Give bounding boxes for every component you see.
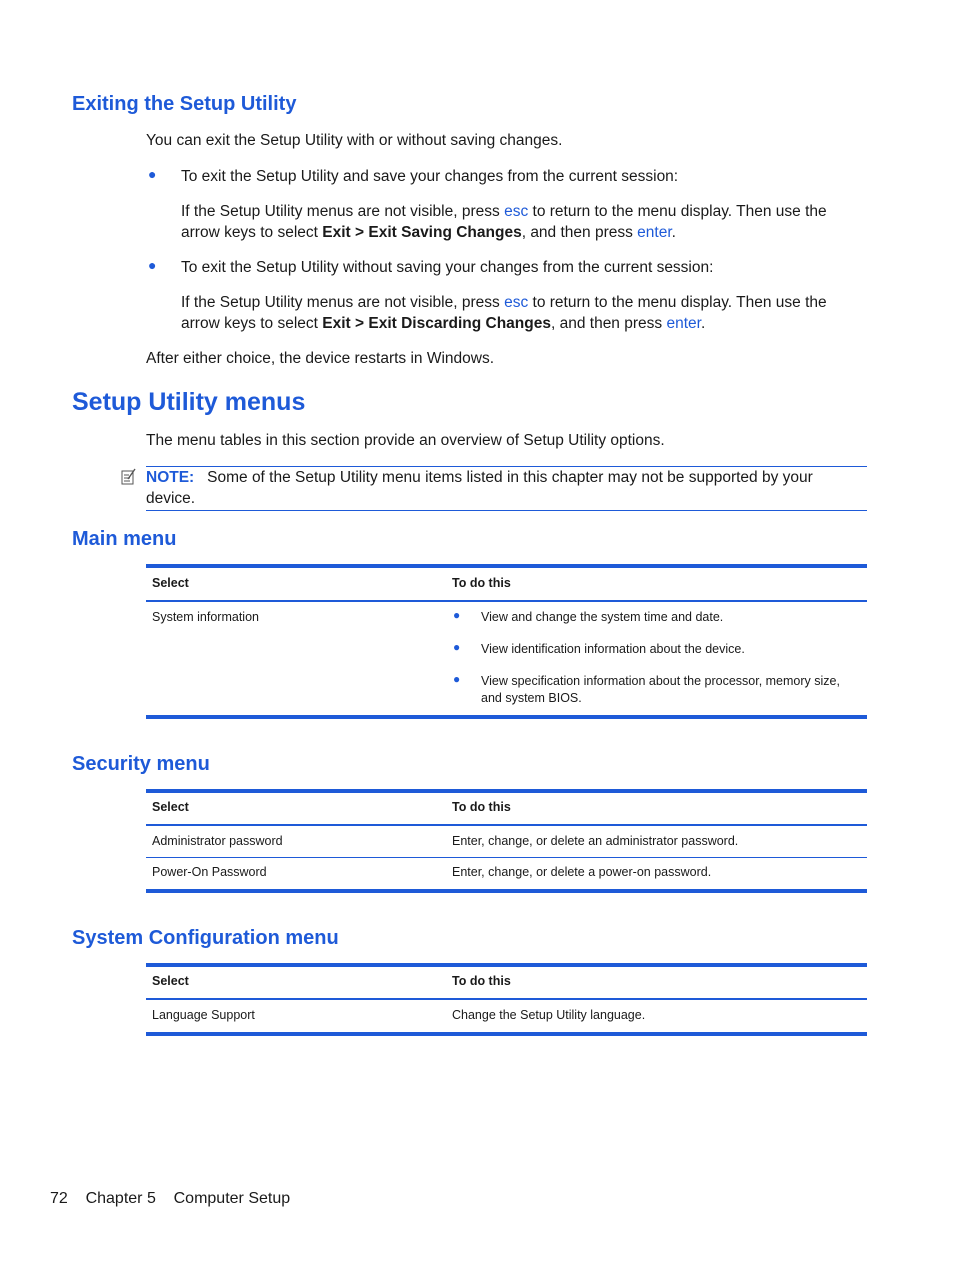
sysconfig-menu-table bbox=[146, 963, 867, 1039]
list-item: View specification information about the processor, memory size, and system BIOS. bbox=[481, 674, 840, 705]
main-menu-table bbox=[146, 564, 867, 720]
table-header-select: Select bbox=[152, 576, 189, 590]
esc-key: esc bbox=[504, 294, 529, 311]
esc-key: esc bbox=[504, 203, 529, 220]
footer-chapter: Chapter 5 bbox=[85, 1190, 156, 1207]
menu-path: Exit > Exit Discarding Changes bbox=[322, 315, 551, 332]
exiting-intro: You can exit the Setup Utility with or without saving changes. bbox=[146, 132, 563, 149]
table-cell-select: Administrator password bbox=[152, 834, 283, 848]
section-heading-main-menu: Main menu bbox=[72, 528, 177, 550]
table-cell-todo: Enter, change, or delete a power-on password. bbox=[452, 865, 712, 879]
page-number: 72 bbox=[50, 1190, 68, 1207]
table-cell-todo: Change the Setup Utility language. bbox=[452, 1008, 646, 1022]
bullet-icon: ● bbox=[453, 672, 461, 686]
table-header-select: Select bbox=[152, 974, 189, 988]
note-icon bbox=[121, 468, 137, 486]
exiting-instruction-2: If the Setup Utility menus are not visible, press esc to return to the menu display. Then use the arrow keys to select Exit > Exit Discarding Changes, and then press enter. bbox=[181, 294, 827, 332]
section-heading-menus: Setup Utility menus bbox=[72, 388, 306, 416]
bullet-icon: ● bbox=[148, 257, 157, 273]
bullet-icon: ● bbox=[453, 608, 461, 622]
enter-key: enter bbox=[666, 315, 701, 332]
section-heading-sysconfig-menu: System Configuration menu bbox=[72, 927, 339, 949]
note-text: Some of the Setup Utility menu items listed in this chapter may not be supported by your bbox=[207, 469, 813, 486]
table-cell-select: Language Support bbox=[152, 1008, 255, 1022]
note-text-2: device. bbox=[146, 490, 196, 507]
footer-title: Computer Setup bbox=[173, 1190, 291, 1207]
table-cell-select: Power-On Password bbox=[152, 865, 267, 879]
section-heading-security-menu: Security menu bbox=[72, 753, 210, 775]
table-header-select: Select bbox=[152, 800, 189, 814]
exiting-instruction-1: If the Setup Utility menus are not visible, press esc to return to the menu display. Then use the arrow keys to select Exit > Exit Saving Changes, and then press enter. bbox=[181, 203, 827, 241]
note-label: NOTE: bbox=[146, 469, 195, 486]
section-heading-exiting: Exiting the Setup Utility bbox=[72, 93, 297, 115]
note-box bbox=[146, 466, 867, 511]
table-cell-todo: Enter, change, or delete an administrator password. bbox=[452, 834, 739, 848]
list-item: View identification information about the device. bbox=[481, 642, 745, 656]
menu-path: Exit > Exit Saving Changes bbox=[322, 224, 522, 241]
table-header-todo: To do this bbox=[452, 800, 511, 814]
exiting-bullet-1: To exit the Setup Utility and save your changes from the current session: bbox=[181, 168, 679, 185]
security-menu-table bbox=[146, 789, 867, 895]
exiting-bullet-2: To exit the Setup Utility without saving your changes from the current session: bbox=[181, 259, 714, 276]
list-item: View and change the system time and date. bbox=[481, 610, 724, 624]
table-header-todo: To do this bbox=[452, 974, 511, 988]
table-header-todo: To do this bbox=[452, 576, 511, 590]
bullet-icon: ● bbox=[453, 640, 461, 654]
page-footer bbox=[50, 1190, 290, 1208]
table-cell-select: System information bbox=[152, 610, 259, 624]
menus-intro: The menu tables in this section provide an overview of Setup Utility options. bbox=[146, 432, 665, 449]
exiting-after: After either choice, the device restarts in Windows. bbox=[146, 350, 495, 367]
enter-key: enter bbox=[637, 224, 672, 241]
bullet-icon: ● bbox=[148, 166, 157, 182]
